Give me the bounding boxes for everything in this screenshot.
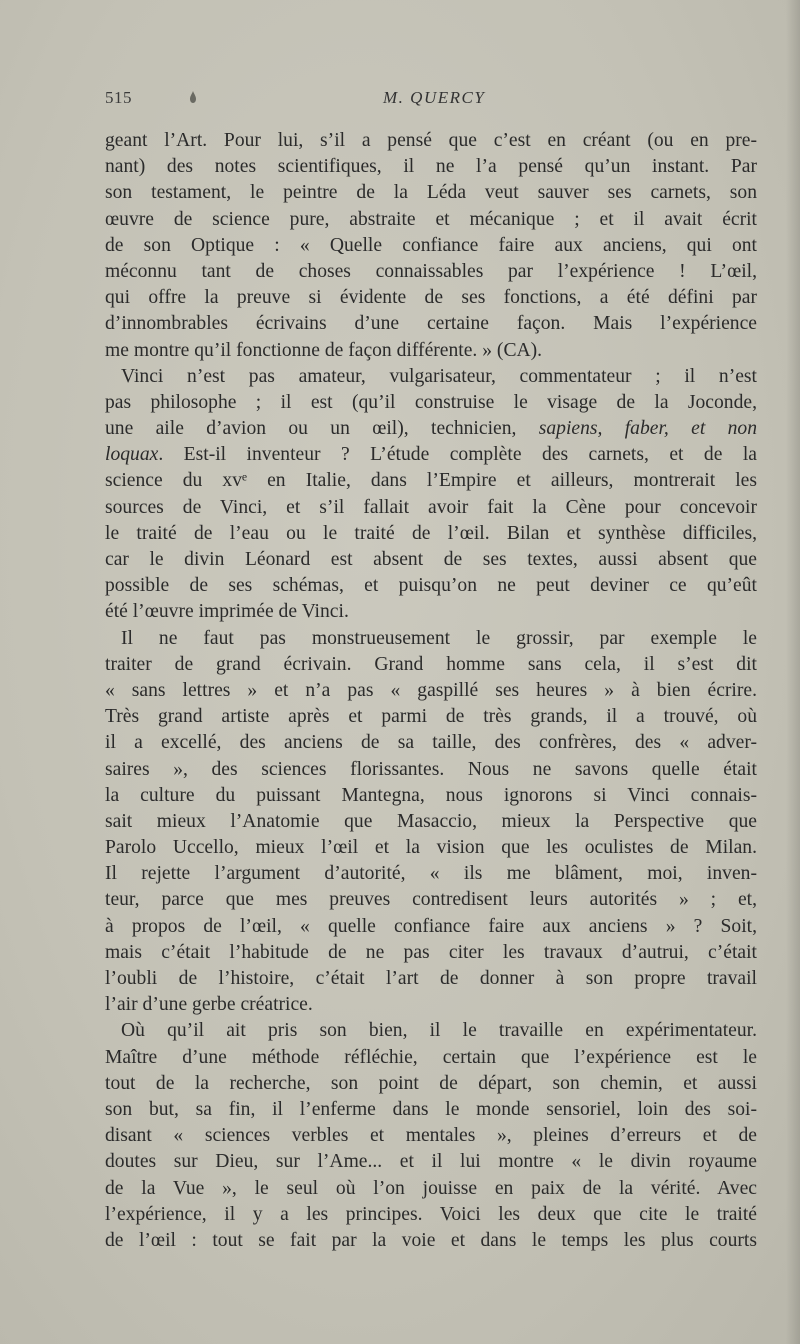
page-edge-shadow (786, 0, 800, 1344)
text-line: science du xvᵉ en Italie, dans l’Empire et ailleurs, montrerait les (105, 470, 757, 492)
text-line: son but, sa fin, il l’enferme dans le monde sensoriel, loin des soi- (105, 1098, 757, 1120)
text-line: saires », des sciences florissantes. Nous ne savons quelle était (105, 758, 757, 780)
text-line: nant) des notes scientifiques, il ne l’a pensé qu’un instant. Par (105, 156, 757, 178)
body-text (105, 128, 757, 1254)
text-line: me montre qu’il fonctionne de façon différente. » (CA). (105, 339, 543, 361)
text-line: de l’œil : tout se fait par la voie et dans le temps les plus courts (105, 1229, 757, 1251)
text-line: à propos de l’œil, « quelle confiance faire aux anciens » ? Soit, (105, 915, 757, 937)
text-line: l’expérience, il y a les principes. Voici les deux que cite le traité (105, 1203, 757, 1225)
page-number: 515 (105, 88, 132, 107)
text-line: méconnu tant de choses connaissables par l’expérience ! L’œil, (105, 260, 757, 282)
text-line: il a excellé, des anciens de sa taille, des confrères, des « adver- (105, 732, 757, 754)
text-line: Où qu’il ait pris son bien, il le travaille en expérimentateur. (121, 1020, 757, 1042)
text-line: teur, parce que mes preuves contredisent leurs autorités » ; et, (105, 889, 757, 911)
text-line: été l’œuvre imprimée de Vinci. (105, 601, 349, 623)
text-line: de son Optique : « Quelle confiance faire aux anciens, qui ont (105, 234, 757, 256)
page-header (105, 88, 755, 112)
text-line: traiter de grand écrivain. Grand homme sans cela, il s’est dit (105, 653, 757, 675)
ink-mark-icon (189, 91, 197, 103)
text-line: Il ne faut pas monstrueusement le grossir, par exemple le (121, 627, 757, 649)
text-line: car le divin Léonard est absent de ses textes, aussi absent que (105, 549, 757, 570)
text-line: disant « sciences verbles et mentales », pleines d’erreurs et de (105, 1125, 757, 1147)
text-line: Il rejette l’argument d’autorité, « ils me blâment, moi, inven- (105, 863, 757, 885)
text-line: le traité de l’eau ou le traité de l’œil. Bilan et synthèse difficiles, (105, 522, 757, 544)
text-line: son testament, le peintre de la Léda veut sauver ses carnets, son (105, 182, 757, 204)
text-line: tout de la recherche, son point de départ, son chemin, et aussi (105, 1072, 757, 1094)
text-line: doutes sur Dieu, sur l’Ame... et il lui montre « le divin royaume (105, 1151, 757, 1173)
text-line: sources de Vinci, et s’il fallait avoir fait la Cène pour concevoir (105, 496, 757, 518)
text-line: loquax. Est-il inventeur ? L’étude complète des carnets, et de la (105, 444, 757, 466)
text-line: Maître d’une méthode réfléchie, certain que l’expérience est le (105, 1046, 757, 1068)
text-line: une aile d’avion ou un œil), technicien, sapiens, faber, et non (105, 418, 757, 440)
text-line: œuvre de science pure, abstraite et mécanique ; et il avait écrit (105, 208, 757, 230)
text-line: de la Vue », le seul où l’on jouisse en paix de la vérité. Avec (105, 1177, 757, 1199)
running-head: M. QUERCY (383, 88, 486, 107)
text-line: « sans lettres » et n’a pas « gaspillé ses heures » à bien écrire. (105, 679, 757, 701)
text-line: pas philosophe ; il est (qu’il construise le visage de la Joconde, (105, 391, 757, 413)
text-line: Très grand artiste après et parmi de très grands, il a trouvé, où (105, 706, 757, 728)
text-line: sait mieux l’Anatomie que Masaccio, mieux la Perspective que (105, 810, 757, 832)
text-line: l’air d’une gerbe créatrice. (105, 994, 313, 1016)
text-line: qui offre la preuve si évidente de ses fonctions, a été défini par (105, 287, 757, 309)
text-line: d’innombrables écrivains d’une certaine façon. Mais l’expérience (105, 313, 757, 335)
text-line: geant l’Art. Pour lui, s’il a pensé que c’est en créant (ou en pre- (105, 130, 757, 151)
text-line: l’oubli de l’histoire, c’était l’art de donner à son propre travail (105, 968, 757, 989)
text-line: mais c’était l’habitude de ne pas citer les travaux d’autrui, c’était (105, 941, 757, 963)
text-line: Vinci n’est pas amateur, vulgarisateur, commentateur ; il n’est (121, 365, 757, 387)
text-line: Parolo Uccello, mieux l’œil et la vision que les oculistes de Milan. (105, 837, 757, 859)
text-line: la culture du puissant Mantegna, nous ignorons si Vinci connais- (105, 784, 757, 806)
text-line: possible de ses schémas, et puisqu’on ne peut deviner ce qu’eût (105, 575, 757, 597)
